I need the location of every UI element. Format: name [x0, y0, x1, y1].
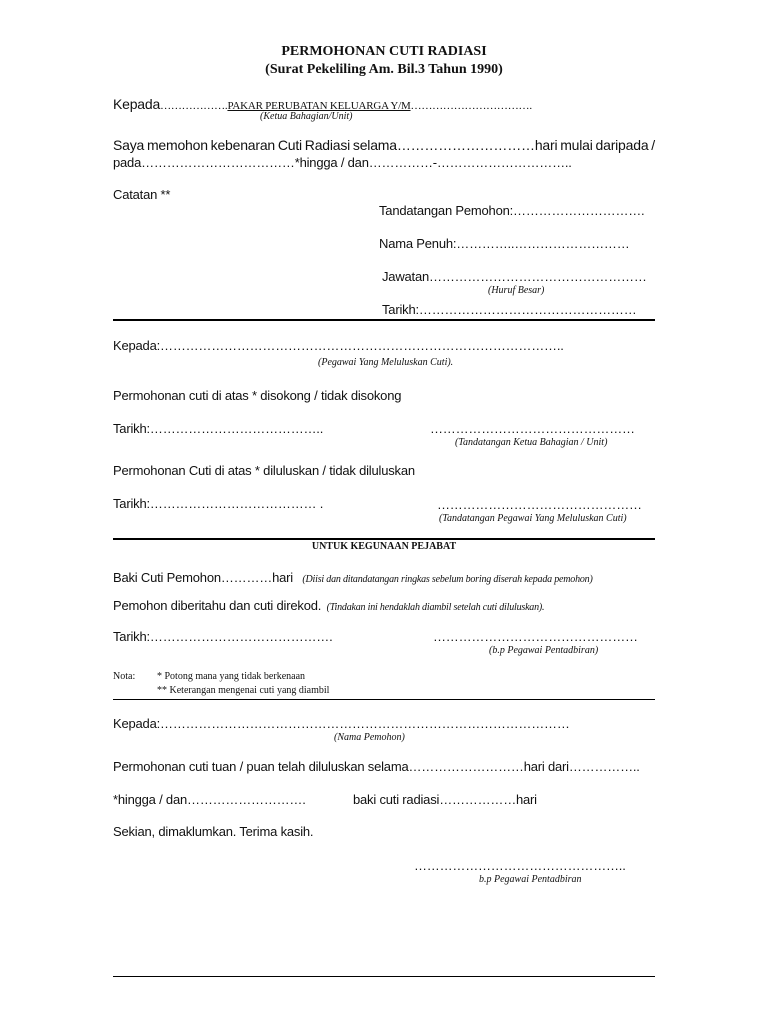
baki-radiasi: baki cuti radiasi………………hari	[353, 792, 537, 807]
hingga-dan: *hingga / dan……………………….	[113, 792, 306, 807]
sekian-line: Sekian, dimaklumkan. Terima kasih.	[113, 824, 314, 839]
kepada-pemohon: Kepada:……………………………………………………………………………………	[113, 716, 570, 731]
diberitahu-line	[113, 598, 544, 613]
tandatangan-pemohon: Tandatangan Pemohon:………………………….	[379, 203, 645, 218]
kepada-line	[113, 96, 532, 112]
tarikh-pejabat: Tarikh:…………………………………….	[113, 629, 333, 644]
baki-cuti-line	[113, 570, 593, 585]
pada-line: pada………………………………*hingga / dan……………-…………………………..	[113, 155, 572, 170]
word: Saya	[113, 137, 145, 153]
kepada-label: Kepada	[113, 96, 161, 112]
jawatan: Jawatan……………………………………………	[382, 269, 647, 284]
nota-2: ** Keterangan mengenai cuti yang diambil	[157, 685, 330, 696]
saya-memohon-line	[113, 137, 655, 153]
divider-3	[113, 699, 655, 700]
nota-1: * Potong mana yang tidak berkenaan	[157, 671, 306, 682]
word: memohon	[146, 137, 208, 153]
pegawai-note: (Pegawai Yang Meluluskan Cuti).	[318, 357, 454, 368]
sign-pentadbiran-note: (b.p Pegawai Pentadbiran)	[489, 645, 599, 656]
tarikh-pemohon: Tarikh:……………………………………………	[382, 302, 637, 317]
nama-penuh: Nama Penuh:…………..………………………	[379, 236, 630, 251]
word: selama…………………………hari	[352, 137, 558, 153]
word: Cuti	[277, 137, 302, 153]
sign-pegawai-dots: …………………………………………	[437, 497, 642, 512]
sign-ketua-dots: …………………………………………	[430, 421, 635, 436]
word: mulai	[560, 137, 593, 153]
sign-pentadbiran-dots: …………………………………………	[433, 629, 638, 644]
tarikh-lulus: Tarikh:………………………………… .	[113, 496, 324, 511]
catatan-label: Catatan **	[113, 187, 171, 202]
sign-pegawai-note: (Tandatangan Pegawai Yang Meluluskan Cuti)	[439, 513, 627, 524]
diberitahu-note: (Tindakan ini hendaklah diambil setelah cuti diluluskan).	[326, 602, 545, 613]
form-title: PERMOHONAN CUTI RADIASI	[281, 44, 487, 59]
nota-label: Nota:	[113, 671, 136, 682]
sign-final-note: b.p Pegawai Pentadbiran	[479, 874, 582, 885]
kepada-pegawai: Kepada:…………………………………………………………………………………..	[113, 338, 564, 353]
disokong-line: Permohonan cuti di atas * disokong / tidak disokong	[113, 388, 402, 403]
divider-1	[113, 319, 655, 321]
divider-2	[113, 538, 655, 540]
huruf-besar-note: (Huruf Besar)	[488, 285, 545, 296]
kepada-value: PAKAR PERUBATAN KELUARGA Y/M	[227, 100, 411, 112]
ketua-note: (Ketua Bahagian/Unit)	[260, 111, 353, 122]
sign-ketua-note: (Tandatangan Ketua Bahagian / Unit)	[455, 437, 608, 448]
diluluskan-line: Permohonan Cuti di atas * diluluskan / tidak diluluskan	[113, 463, 415, 478]
kepada-dots-after: …………………………….	[410, 100, 532, 112]
word: kebenaran	[210, 137, 276, 153]
word: daripada	[595, 137, 649, 153]
baki-cuti: Baki Cuti Pemohon…………hari	[113, 570, 293, 585]
tarikh-sokong: Tarikh:…………………………………..	[113, 421, 324, 436]
baki-note: (Diisi dan ditandatangan ringkas sebelum boring diserah kepada pemohon)	[302, 574, 593, 585]
kepada-dots-before: ……………….	[160, 100, 228, 112]
diberitahu: Pemohon diberitahu dan cuti direkod.	[113, 598, 322, 613]
form-subtitle: (Surat Pekeliling Am. Bil.3 Tahun 1990)	[265, 62, 503, 77]
word: /	[651, 137, 655, 153]
sign-final-dots: …………………………………………..	[414, 858, 626, 873]
nama-pemohon-note: (Nama Pemohon)	[334, 732, 405, 743]
permohonan-diluluskan: Permohonan cuti tuan / puan telah diluluskan selama………………………hari dari……………..	[113, 759, 640, 774]
word: Radiasi	[304, 137, 351, 153]
divider-bottom	[113, 976, 655, 977]
pejabat-heading: UNTUK KEGUNAAN PEJABAT	[311, 541, 457, 552]
